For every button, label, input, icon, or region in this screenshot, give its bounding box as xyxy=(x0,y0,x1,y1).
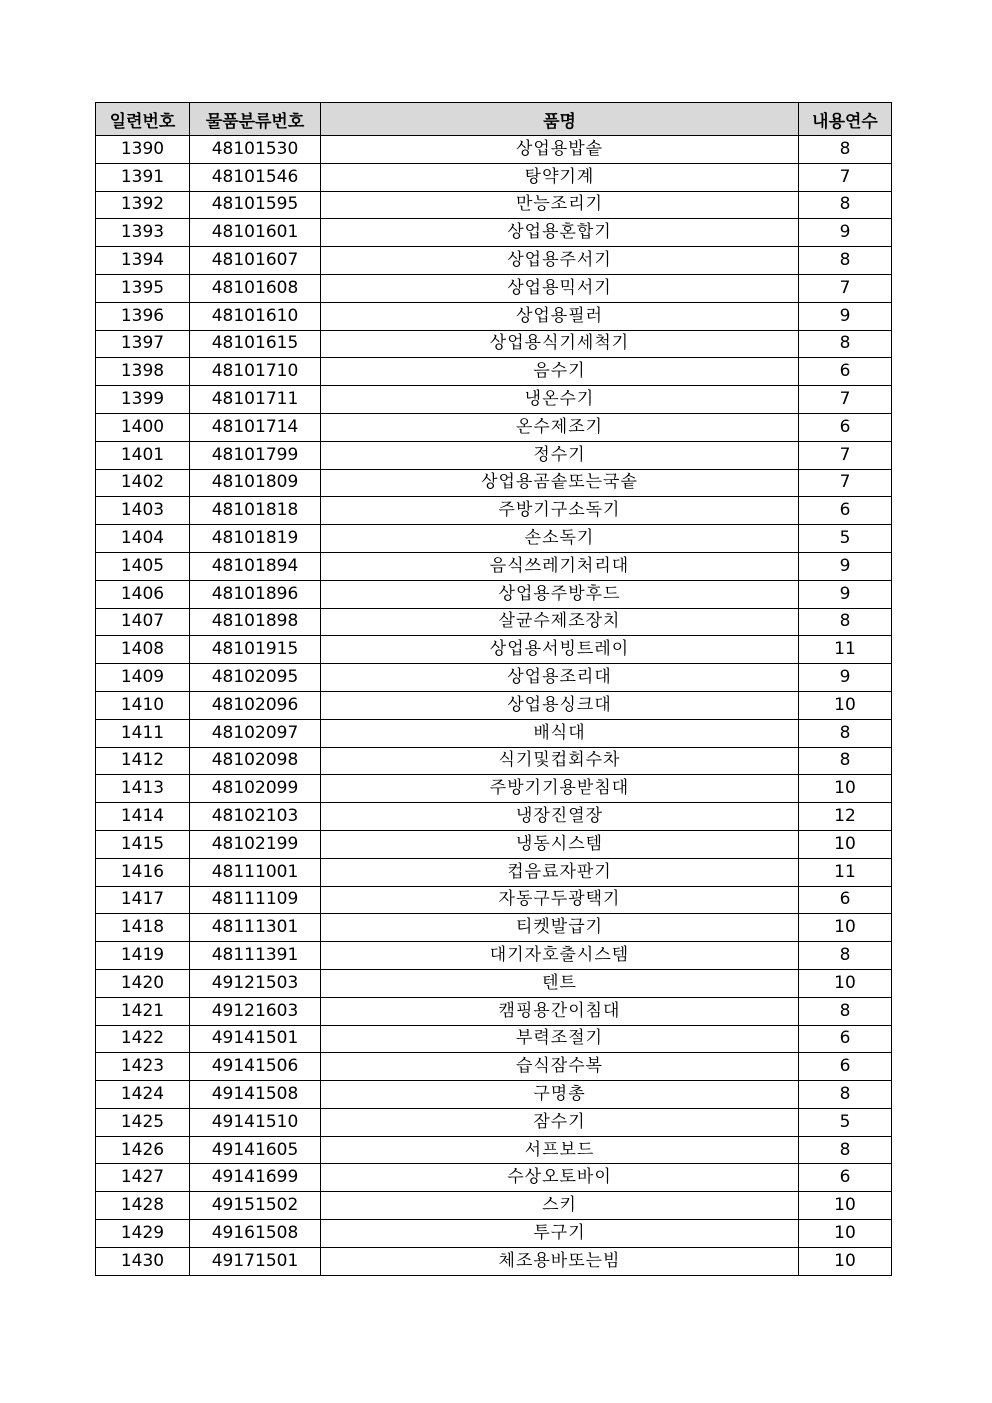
useful-life-cell: 6 xyxy=(799,1053,892,1081)
table-row xyxy=(96,358,892,386)
useful-life-cell: 11 xyxy=(799,858,892,886)
classification-number-cell: 48111001 xyxy=(190,858,321,886)
useful-life-cell: 8 xyxy=(799,942,892,970)
table-row xyxy=(96,525,892,553)
table-row xyxy=(96,691,892,719)
useful-life-cell: 6 xyxy=(799,1025,892,1053)
table-row xyxy=(96,219,892,247)
item-name-cell: 냉온수기 xyxy=(321,386,799,414)
classification-number-cell: 48111301 xyxy=(190,914,321,942)
useful-life-cell: 6 xyxy=(799,413,892,441)
serial-number-cell: 1429 xyxy=(96,1220,190,1248)
classification-number-cell: 48102099 xyxy=(190,775,321,803)
table-row xyxy=(96,1164,892,1192)
serial-number-cell: 1404 xyxy=(96,525,190,553)
item-name-cell: 투구기 xyxy=(321,1220,799,1248)
table-row xyxy=(96,136,892,164)
classification-number-cell: 49141605 xyxy=(190,1136,321,1164)
table-row xyxy=(96,441,892,469)
useful-life-cell: 8 xyxy=(799,997,892,1025)
item-name-cell: 배식대 xyxy=(321,719,799,747)
table-row xyxy=(96,386,892,414)
serial-number-cell: 1428 xyxy=(96,1192,190,1220)
item-name-cell: 스키 xyxy=(321,1192,799,1220)
header-item-name: 품명 xyxy=(321,103,799,136)
item-name-cell: 상업용혼합기 xyxy=(321,219,799,247)
item-name-cell: 상업용싱크대 xyxy=(321,691,799,719)
item-name-cell: 주방기구소독기 xyxy=(321,497,799,525)
useful-life-cell: 12 xyxy=(799,803,892,831)
classification-number-cell: 49171501 xyxy=(190,1247,321,1275)
serial-number-cell: 1395 xyxy=(96,274,190,302)
table-row xyxy=(96,330,892,358)
table-row xyxy=(96,1192,892,1220)
header-row xyxy=(96,103,892,136)
item-name-cell: 정수기 xyxy=(321,441,799,469)
item-name-cell: 컵음료자판기 xyxy=(321,858,799,886)
classification-number-cell: 48101711 xyxy=(190,386,321,414)
item-name-cell: 서프보드 xyxy=(321,1136,799,1164)
table-row xyxy=(96,914,892,942)
table-row xyxy=(96,1136,892,1164)
item-name-cell: 티켓발급기 xyxy=(321,914,799,942)
item-name-cell: 상업용조리대 xyxy=(321,664,799,692)
item-name-cell: 상업용밥솥 xyxy=(321,136,799,164)
useful-life-cell: 8 xyxy=(799,747,892,775)
classification-number-cell: 48101894 xyxy=(190,552,321,580)
useful-life-cell: 8 xyxy=(799,719,892,747)
item-name-cell: 구명총 xyxy=(321,1081,799,1109)
item-name-cell: 만능조리기 xyxy=(321,191,799,219)
classification-number-cell: 48111109 xyxy=(190,886,321,914)
useful-life-cell: 8 xyxy=(799,191,892,219)
classification-number-cell: 49141510 xyxy=(190,1108,321,1136)
serial-number-cell: 1392 xyxy=(96,191,190,219)
table-row xyxy=(96,858,892,886)
classification-number-cell: 49151502 xyxy=(190,1192,321,1220)
table-row xyxy=(96,413,892,441)
table-row xyxy=(96,636,892,664)
table-row xyxy=(96,969,892,997)
useful-life-cell: 10 xyxy=(799,1192,892,1220)
useful-life-cell: 9 xyxy=(799,552,892,580)
classification-number-cell: 48101607 xyxy=(190,247,321,275)
item-name-cell: 음수기 xyxy=(321,358,799,386)
serial-number-cell: 1400 xyxy=(96,413,190,441)
table-row xyxy=(96,747,892,775)
item-name-cell: 상업용주서기 xyxy=(321,247,799,275)
classification-number-cell: 48101595 xyxy=(190,191,321,219)
item-name-cell: 음식쓰레기처리대 xyxy=(321,552,799,580)
serial-number-cell: 1417 xyxy=(96,886,190,914)
table-row xyxy=(96,997,892,1025)
classification-number-cell: 48102098 xyxy=(190,747,321,775)
table-row xyxy=(96,191,892,219)
item-name-cell: 상업용곰솥또는국솥 xyxy=(321,469,799,497)
useful-life-cell: 6 xyxy=(799,1164,892,1192)
item-name-cell: 수상오토바이 xyxy=(321,1164,799,1192)
useful-life-cell: 7 xyxy=(799,386,892,414)
useful-life-cell: 9 xyxy=(799,302,892,330)
serial-number-cell: 1418 xyxy=(96,914,190,942)
serial-number-cell: 1394 xyxy=(96,247,190,275)
serial-number-cell: 1427 xyxy=(96,1164,190,1192)
useful-life-cell: 10 xyxy=(799,914,892,942)
item-name-cell: 냉동시스템 xyxy=(321,830,799,858)
table-row xyxy=(96,247,892,275)
serial-number-cell: 1390 xyxy=(96,136,190,164)
classification-number-cell: 48102097 xyxy=(190,719,321,747)
table-row xyxy=(96,775,892,803)
useful-life-cell: 9 xyxy=(799,580,892,608)
classification-number-cell: 48101530 xyxy=(190,136,321,164)
classification-number-cell: 48101610 xyxy=(190,302,321,330)
serial-number-cell: 1405 xyxy=(96,552,190,580)
useful-life-cell: 7 xyxy=(799,469,892,497)
serial-number-cell: 1416 xyxy=(96,858,190,886)
useful-life-cell: 10 xyxy=(799,1220,892,1248)
serial-number-cell: 1422 xyxy=(96,1025,190,1053)
item-name-cell: 상업용식기세척기 xyxy=(321,330,799,358)
classification-number-cell: 48101714 xyxy=(190,413,321,441)
item-name-cell: 대기자호출시스템 xyxy=(321,942,799,970)
header-classification-number: 물품분류번호 xyxy=(190,103,321,136)
serial-number-cell: 1403 xyxy=(96,497,190,525)
serial-number-cell: 1420 xyxy=(96,969,190,997)
serial-number-cell: 1430 xyxy=(96,1247,190,1275)
serial-number-cell: 1414 xyxy=(96,803,190,831)
classification-number-cell: 48101896 xyxy=(190,580,321,608)
item-name-cell: 자동구두광택기 xyxy=(321,886,799,914)
classification-number-cell: 48101818 xyxy=(190,497,321,525)
serial-number-cell: 1393 xyxy=(96,219,190,247)
classification-number-cell: 48111391 xyxy=(190,942,321,970)
serial-number-cell: 1408 xyxy=(96,636,190,664)
serial-number-cell: 1415 xyxy=(96,830,190,858)
header-useful-life: 내용연수 xyxy=(799,103,892,136)
useful-life-cell: 8 xyxy=(799,330,892,358)
classification-number-cell: 48102199 xyxy=(190,830,321,858)
serial-number-cell: 1398 xyxy=(96,358,190,386)
useful-life-cell: 8 xyxy=(799,1136,892,1164)
serial-number-cell: 1410 xyxy=(96,691,190,719)
serial-number-cell: 1425 xyxy=(96,1108,190,1136)
item-name-cell: 상업용믹서기 xyxy=(321,274,799,302)
table-row xyxy=(96,886,892,914)
table-row xyxy=(96,1025,892,1053)
table-row xyxy=(96,664,892,692)
classification-number-cell: 49141508 xyxy=(190,1081,321,1109)
classification-number-cell: 49121603 xyxy=(190,997,321,1025)
useful-life-cell: 10 xyxy=(799,830,892,858)
useful-life-cell: 10 xyxy=(799,775,892,803)
table-row xyxy=(96,1081,892,1109)
classification-number-cell: 48101799 xyxy=(190,441,321,469)
serial-number-cell: 1412 xyxy=(96,747,190,775)
table-row xyxy=(96,803,892,831)
useful-life-cell: 7 xyxy=(799,274,892,302)
useful-life-cell: 9 xyxy=(799,219,892,247)
classification-number-cell: 48102095 xyxy=(190,664,321,692)
useful-life-cell: 8 xyxy=(799,608,892,636)
table-row xyxy=(96,942,892,970)
table-row xyxy=(96,1053,892,1081)
useful-life-cell: 8 xyxy=(799,1081,892,1109)
serial-number-cell: 1407 xyxy=(96,608,190,636)
table-header xyxy=(96,103,892,136)
classification-number-cell: 49161508 xyxy=(190,1220,321,1248)
useful-life-cell: 7 xyxy=(799,441,892,469)
classification-number-cell: 48101915 xyxy=(190,636,321,664)
item-name-cell: 탕약기계 xyxy=(321,163,799,191)
serial-number-cell: 1409 xyxy=(96,664,190,692)
classification-number-cell: 48101546 xyxy=(190,163,321,191)
useful-life-cell: 6 xyxy=(799,497,892,525)
useful-life-cell: 5 xyxy=(799,1108,892,1136)
useful-life-cell: 8 xyxy=(799,247,892,275)
item-name-cell: 체조용바또는빔 xyxy=(321,1247,799,1275)
table-row xyxy=(96,1220,892,1248)
serial-number-cell: 1406 xyxy=(96,580,190,608)
table-body xyxy=(96,136,892,1276)
table-row xyxy=(96,552,892,580)
classification-number-cell: 49141506 xyxy=(190,1053,321,1081)
serial-number-cell: 1426 xyxy=(96,1136,190,1164)
item-name-cell: 냉장진열장 xyxy=(321,803,799,831)
table-row xyxy=(96,274,892,302)
item-name-cell: 온수제조기 xyxy=(321,413,799,441)
serial-number-cell: 1413 xyxy=(96,775,190,803)
serial-number-cell: 1399 xyxy=(96,386,190,414)
useful-life-cell: 10 xyxy=(799,1247,892,1275)
classification-number-cell: 49141501 xyxy=(190,1025,321,1053)
useful-life-cell: 9 xyxy=(799,664,892,692)
classification-number-cell: 48101608 xyxy=(190,274,321,302)
useful-life-cell: 11 xyxy=(799,636,892,664)
useful-life-cell: 8 xyxy=(799,136,892,164)
item-name-cell: 살균수제조장치 xyxy=(321,608,799,636)
classification-number-cell: 48101601 xyxy=(190,219,321,247)
table-row xyxy=(96,469,892,497)
useful-life-cell: 10 xyxy=(799,969,892,997)
item-name-cell: 부력조절기 xyxy=(321,1025,799,1053)
useful-life-table xyxy=(95,102,892,1276)
serial-number-cell: 1396 xyxy=(96,302,190,330)
serial-number-cell: 1411 xyxy=(96,719,190,747)
table-row xyxy=(96,580,892,608)
classification-number-cell: 48101809 xyxy=(190,469,321,497)
table-row xyxy=(96,497,892,525)
serial-number-cell: 1424 xyxy=(96,1081,190,1109)
classification-number-cell: 48101710 xyxy=(190,358,321,386)
classification-number-cell: 49121503 xyxy=(190,969,321,997)
classification-number-cell: 48102096 xyxy=(190,691,321,719)
classification-number-cell: 49141699 xyxy=(190,1164,321,1192)
table-row xyxy=(96,302,892,330)
classification-number-cell: 48101819 xyxy=(190,525,321,553)
item-name-cell: 습식잠수복 xyxy=(321,1053,799,1081)
serial-number-cell: 1391 xyxy=(96,163,190,191)
serial-number-cell: 1419 xyxy=(96,942,190,970)
item-name-cell: 잠수기 xyxy=(321,1108,799,1136)
useful-life-cell: 5 xyxy=(799,525,892,553)
useful-life-cell: 10 xyxy=(799,691,892,719)
classification-number-cell: 48101898 xyxy=(190,608,321,636)
table-row xyxy=(96,1247,892,1275)
table-row xyxy=(96,608,892,636)
table-row xyxy=(96,830,892,858)
serial-number-cell: 1401 xyxy=(96,441,190,469)
header-serial-number: 일련번호 xyxy=(96,103,190,136)
item-name-cell: 손소독기 xyxy=(321,525,799,553)
table-row xyxy=(96,1108,892,1136)
useful-life-cell: 6 xyxy=(799,886,892,914)
item-name-cell: 캠핑용간이침대 xyxy=(321,997,799,1025)
classification-number-cell: 48102103 xyxy=(190,803,321,831)
item-name-cell: 상업용주방후드 xyxy=(321,580,799,608)
item-name-cell: 상업용서빙트레이 xyxy=(321,636,799,664)
item-name-cell: 식기및컵회수차 xyxy=(321,747,799,775)
classification-number-cell: 48101615 xyxy=(190,330,321,358)
useful-life-cell: 6 xyxy=(799,358,892,386)
item-name-cell: 상업용필러 xyxy=(321,302,799,330)
useful-life-cell: 7 xyxy=(799,163,892,191)
serial-number-cell: 1421 xyxy=(96,997,190,1025)
table-row xyxy=(96,719,892,747)
table-row xyxy=(96,163,892,191)
serial-number-cell: 1397 xyxy=(96,330,190,358)
serial-number-cell: 1402 xyxy=(96,469,190,497)
serial-number-cell: 1423 xyxy=(96,1053,190,1081)
item-name-cell: 주방기기용받침대 xyxy=(321,775,799,803)
item-name-cell: 텐트 xyxy=(321,969,799,997)
